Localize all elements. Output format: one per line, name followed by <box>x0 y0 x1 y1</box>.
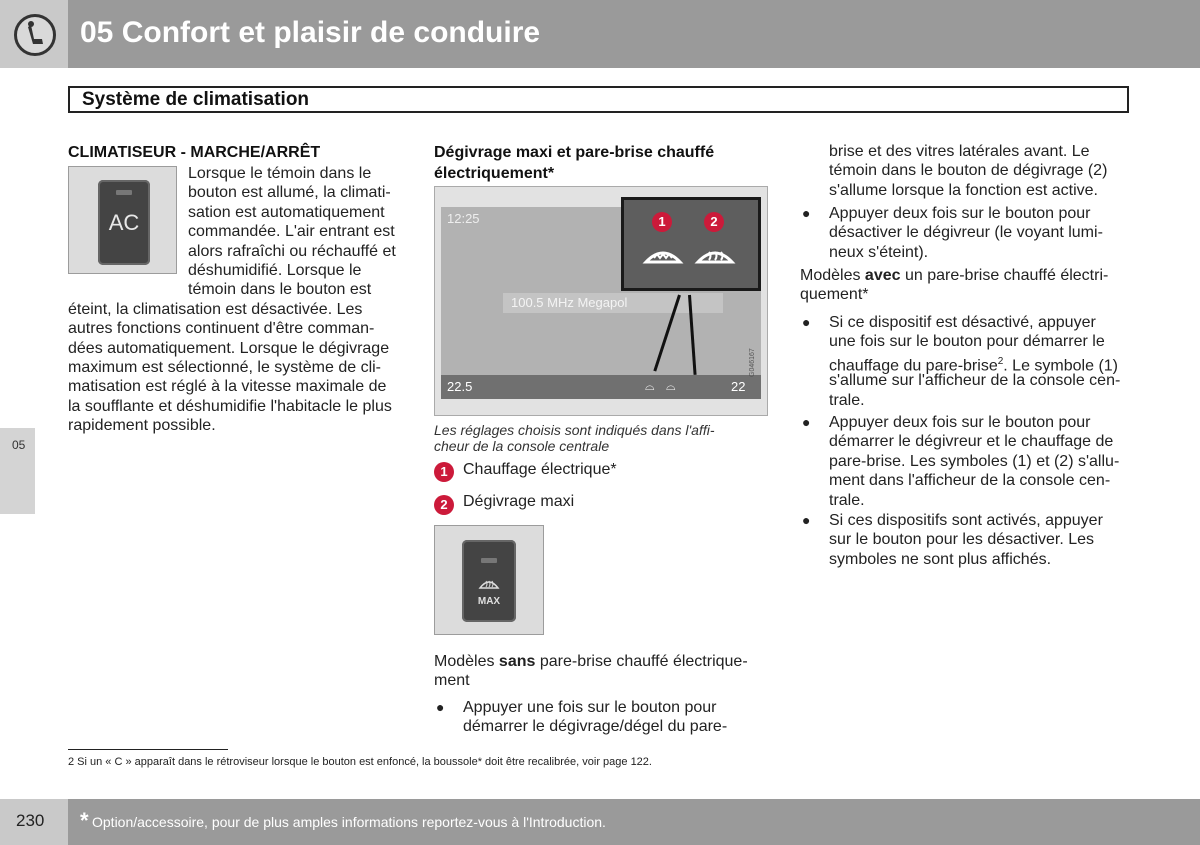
ac-text-line: autres fonctions continuent d'être comman- <box>68 320 375 338</box>
ac-text-line: commandée. L'air entrant est <box>188 223 395 241</box>
bullet-dot: ● <box>436 699 445 715</box>
models-without-line: ment <box>434 672 470 690</box>
chapter-tab <box>0 428 35 514</box>
bullet-text-line: Appuyer deux fois sur le bouton pour <box>829 205 1091 222</box>
electric-heat-windshield-icon <box>642 242 684 268</box>
ac-text-line: rapidement possible. <box>68 417 216 435</box>
defrost-heading: électriquement* <box>434 165 555 182</box>
footnote-rule <box>68 749 228 750</box>
max-indicator-led <box>481 558 497 563</box>
legend-badge-1: 1 <box>434 462 454 482</box>
screen-electric-heat-icon: ⌓ <box>645 379 655 393</box>
chapter-title: 05 Confort et plaisir de conduire <box>80 16 541 49</box>
bullet-text-line: une fois sur le bouton pour démarrer le <box>829 333 1105 351</box>
ac-text-line: dées automatiquement. Lorsque le dégivrage <box>68 339 390 357</box>
callout-badge-1: 1 <box>652 212 672 232</box>
ac-text-line: déshumidifié. Lorsque le <box>188 262 362 279</box>
bullet-text-line: pare-brise. Les symboles (1) et (2) s'allu- <box>829 452 1120 470</box>
continued-text-line: brise et des vitres latérales avant. Le <box>829 143 1090 160</box>
bullet-text-line: symboles ne sont plus affichés. <box>829 550 1052 568</box>
seat-icon <box>14 14 56 56</box>
screen-climate-bar <box>441 375 761 399</box>
chapter-icon-box <box>0 0 68 68</box>
bullet-text-line: démarrer le dégivreur et le chauffage de <box>829 433 1114 451</box>
bullet-text-line: Appuyer deux fois sur le bouton pour <box>829 414 1091 431</box>
footer-asterisk: * <box>80 808 89 833</box>
screen-max-defrost-icon: ⌓ <box>666 379 676 393</box>
chapter-tab-number: 05 <box>12 438 26 452</box>
screen-radio-station: 100.5 MHz Megapol <box>511 295 628 310</box>
ac-text-line: la soufflante et déshumidifie l'habitacle le plus <box>68 397 392 415</box>
callout-badge-2: 2 <box>704 212 724 232</box>
legend-label-2: Dégivrage maxi <box>463 493 575 510</box>
zoom-callout <box>621 197 761 291</box>
ac-text-line: matisation est réglé à la vitesse maximale de <box>68 378 387 396</box>
image-code: G046167 <box>749 348 756 377</box>
section-title-box <box>68 86 1129 113</box>
bullet-text-line: neux s'éteint). <box>829 243 929 261</box>
chapter-header <box>0 0 1200 68</box>
ac-text-line: sation est automatiquement <box>188 203 385 221</box>
defrost-icon <box>462 576 516 593</box>
screen-temp-left: 22.5 <box>447 379 473 394</box>
ac-key-label: AC <box>108 210 140 235</box>
page-number-box <box>0 799 68 845</box>
defrost-heading: Dégivrage maxi et pare-brise chauffé <box>434 144 715 161</box>
bullet-text-line: Si ce dispositif est désactivé, appuyer <box>829 314 1096 331</box>
screen-clock: 12:25 <box>447 211 480 226</box>
ac-indicator-led <box>116 190 132 195</box>
console-display-image <box>434 186 768 416</box>
bullet-dot: ● <box>802 314 811 330</box>
bullet-text-line: Appuyer une fois sur le bouton pour <box>463 699 717 716</box>
image-caption-line: cheur de la console centrale <box>434 438 610 454</box>
ac-button-image <box>68 166 177 274</box>
bullet-dot: ● <box>802 205 811 221</box>
bullet-text-line: trale. <box>829 391 865 409</box>
ac-text-line: éteint, la climatisation est désactivée. Les <box>68 300 363 318</box>
footnote-ref: 2 <box>997 355 1004 367</box>
models-without-line: Modèles sans pare-brise chauffé électrique- <box>434 653 748 670</box>
models-with-line: quement* <box>800 286 869 304</box>
ac-heading: CLIMATISEUR - MARCHE/ARRÊT <box>68 144 321 161</box>
ac-text-line: bouton est allumé, la climati- <box>188 184 391 202</box>
footnote: 2 Si un « C » apparaît dans le rétroviseur lorsque le bouton est enfoncé, la boussole* doit être recalibrée, voir page 122. <box>68 756 652 768</box>
max-key-label: MAX <box>477 596 501 607</box>
bullet-text-line: sur le bouton pour les désactiver. Les <box>829 531 1095 549</box>
bullet-text-line: ment dans l'afficheur de la console cen- <box>829 472 1111 490</box>
bullet-text-line: Si ces dispositifs sont activés, appuyer <box>829 512 1103 529</box>
page-number: 230 <box>16 811 45 830</box>
legend-badge-2: 2 <box>434 495 454 515</box>
bullet-text-line: chauffage du pare-brise$^2$. Le symbole (1) <box>829 355 1118 375</box>
max-defrost-icon <box>694 242 736 268</box>
ac-text-line: témoin dans le bouton est <box>188 281 372 299</box>
continued-text-line: témoin dans le bouton de dégivrage (2) <box>829 162 1108 180</box>
footer-note: Option/accessoire, pour de plus amples informations reportez-vous à l'Introduction. <box>92 814 606 830</box>
screen-temp-right: 22 <box>731 379 746 394</box>
bullet-dot: ● <box>802 512 811 528</box>
bullet-dot: ● <box>802 414 811 430</box>
ac-key <box>98 180 150 265</box>
ac-text-line: maximum est sélectionné, le système de cli- <box>68 359 381 376</box>
max-defrost-key <box>462 540 516 622</box>
models-with-line: Modèles avec un pare-brise chauffé électri- <box>800 267 1109 284</box>
max-defrost-button-image <box>434 525 544 635</box>
ac-text-line: alors rafraîchi ou réchauffé et <box>188 242 396 260</box>
bullet-text-line: démarrer le dégivrage/dégel du pare- <box>463 718 728 736</box>
bullet-text-line: trale. <box>829 491 865 509</box>
section-title: Système de climatisation <box>82 89 310 110</box>
bullet-text-line: s'allume sur l'afficheur de la console cen- <box>829 372 1121 390</box>
bullet-text-line: désactiver le dégivreur (le voyant lumi- <box>829 224 1103 242</box>
page-footer <box>0 799 1200 845</box>
legend-label-1: Chauffage électrique* <box>463 461 617 478</box>
ac-text-line: Lorsque le témoin dans le <box>188 165 372 182</box>
image-caption-line: Les réglages choisis sont indiqués dans l'affi- <box>434 422 715 438</box>
continued-text-line: s'allume lorsque la fonction est active. <box>829 181 1098 199</box>
